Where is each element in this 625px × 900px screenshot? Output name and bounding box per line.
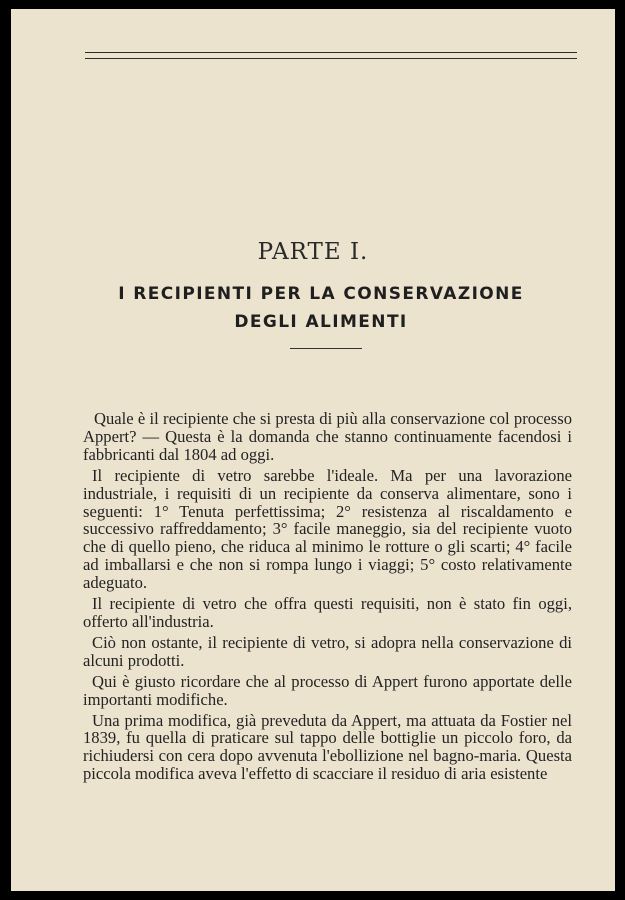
title-divider <box>290 348 362 349</box>
paragraph: Il recipiente di vetro sarebbe l'ideale. Ma per una lavorazione industriale, i requisiti di un recipiente da conserva alimentare, sono i seguenti: 1° Tenuta perfettissima; 2° resistenza al riscaldamento e successivo raffreddamento; 3° facile maneggio, sia del recipiente vuoto che di quello pieno, che riduca al minimo le rotture o gli scarti; 4° facile ad imballarsi e che non si rompa lungo i viaggi; 5° costo relativamente adeguato. <box>83 465 572 593</box>
book-page <box>11 9 615 891</box>
paragraph: Il recipiente di vetro che offra questi requisiti, non è stato fin oggi, offerto all'industria. <box>83 594 572 631</box>
paragraph: Quale è il recipiente che si presta di più alla conservazione col processo Appert? — Questa è la domanda che stanno continuamente facendosi i fabbricanti dal 1804 ad oggi. <box>83 409 572 464</box>
paragraph: Qui è giusto ricordare che al processo di Appert furono apportate delle importanti modifiche. <box>83 671 572 709</box>
chapter-subtitle-line-2: DEGLI ALIMENTI <box>234 312 408 332</box>
paragraph: Una prima modifica, già preveduta da Appert, ma attuata da Fostier nel 1839, fu quella di praticare sul tappo delle bottiglie un piccolo foro, da richiudersi con cera dopo avvenuta l'ebollizione nel bagno-maria. Questa piccola modifica aveva l'effetto di scacciare il residuo di aria esistente <box>83 710 572 784</box>
part-title: PARTE I. <box>257 239 369 265</box>
header-double-rule-top <box>85 52 577 53</box>
paragraph: Ciò non ostante, il recipiente di vetro, si adopra nella conservazione di alcuni prodotti. <box>83 632 572 670</box>
chapter-subtitle-line-1: I RECIPIENTI PER LA CONSERVAZIONE <box>118 284 524 304</box>
body-text <box>83 410 572 783</box>
header-double-rule-bottom <box>85 58 577 59</box>
